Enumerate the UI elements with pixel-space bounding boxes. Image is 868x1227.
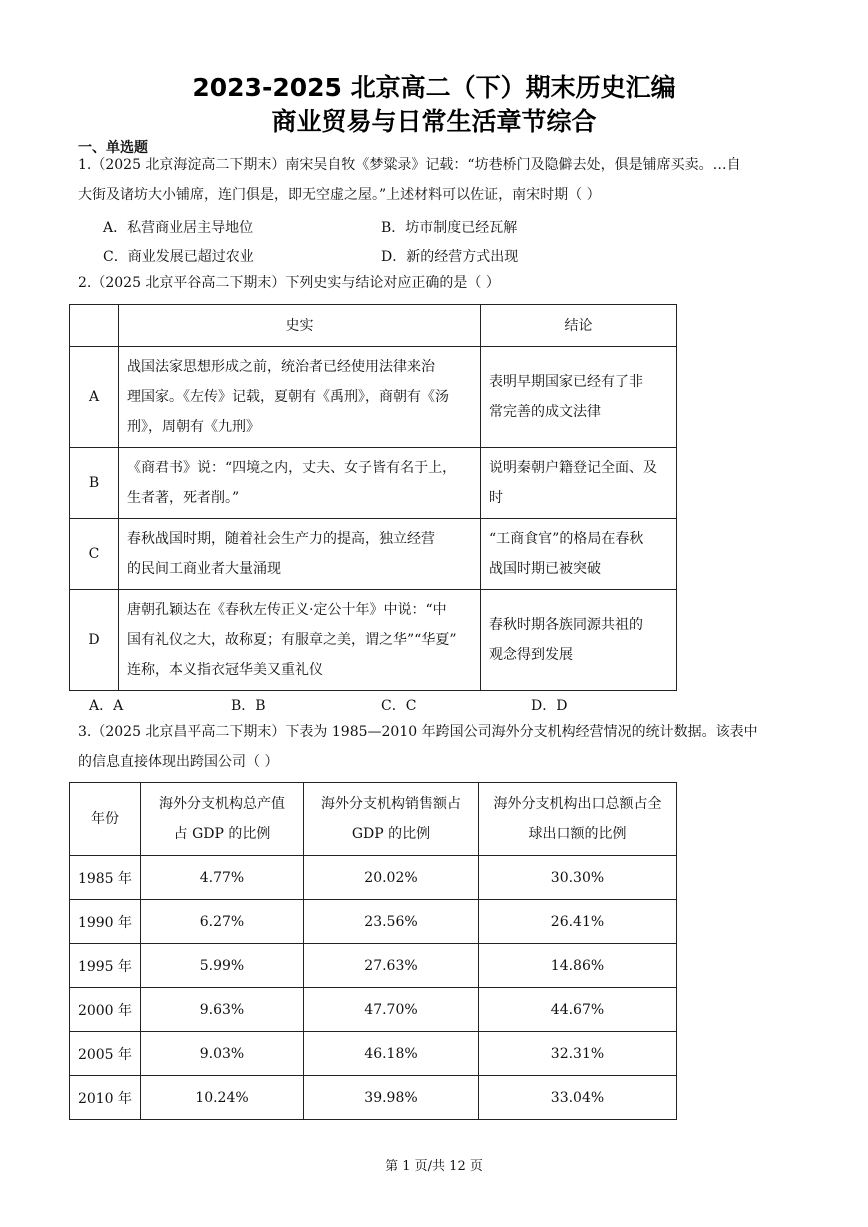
header-line: 占 GDP 的比例 xyxy=(173,826,271,842)
year-cell: 2005 年 xyxy=(70,1032,141,1076)
value-cell: 33.04% xyxy=(479,1076,677,1120)
value-cell: 46.18% xyxy=(304,1032,479,1076)
table-row xyxy=(70,448,677,519)
value-cell: 23.56% xyxy=(304,900,479,944)
fact-cell xyxy=(119,519,481,590)
value-cell: 4.77% xyxy=(141,856,304,900)
table-row xyxy=(70,519,677,590)
question-3-line-1: 3.（2025 北京昌平高二下期末）下表为 1985—2010 年跨国公司海外分支机构经营情况的统计数据。该表中 xyxy=(78,724,758,740)
table-corner-cell xyxy=(70,305,119,347)
question-1 xyxy=(78,150,798,210)
value-cell: 26.41% xyxy=(479,900,677,944)
statistics-table xyxy=(69,782,677,1120)
header-line: 海外分支机构总产值 xyxy=(159,796,285,812)
year-cell: 2000 年 xyxy=(70,988,141,1032)
fact-line: 春秋战国时期，随着社会生产力的提高，独立经营 xyxy=(127,531,435,547)
year-cell: 1985 年 xyxy=(70,856,141,900)
q2-option-a[interactable]: A．A xyxy=(89,698,124,714)
fact-line: 理国家。《左传》记载，夏朝有《禹刑》，商朝有《汤 xyxy=(127,389,449,405)
value-cell: 9.63% xyxy=(141,988,304,1032)
fact-header: 史实 xyxy=(119,305,481,347)
fact-line: 生者著，死者削。” xyxy=(127,490,240,506)
conclusion-line: 时 xyxy=(489,490,503,506)
conclusion-line: 常完善的成文法律 xyxy=(489,404,601,420)
year-cell: 1995 年 xyxy=(70,944,141,988)
year-cell: 2010 年 xyxy=(70,1076,141,1120)
page-number: 第 1 页/共 12 页 xyxy=(385,1159,483,1174)
fact-conclusion-table xyxy=(69,304,677,691)
conclusion-line: “工商食官”的格局在春秋 xyxy=(489,531,644,547)
fact-cell xyxy=(119,347,481,448)
table-row xyxy=(70,590,677,691)
value-cell: 32.31% xyxy=(479,1032,677,1076)
fact-line: 连称，本义指衣冠华美又重礼仪 xyxy=(127,662,323,678)
value-cell: 5.99% xyxy=(141,944,304,988)
header-line: 球出口额的比例 xyxy=(528,826,627,842)
conclusion-line: 表明早期国家已经有了非 xyxy=(489,374,643,390)
header-line: 海外分支机构销售额占 xyxy=(321,796,461,812)
header-line: 海外分支机构出口总额占全 xyxy=(493,796,662,812)
q1-option-d[interactable]: D．新的经营方式出现 xyxy=(381,249,519,265)
question-1-line-2: 大街及诸坊大小铺席，连门俱是，即无空虚之屋。”上述材料可以佐证，南宋时期（ ） xyxy=(78,187,601,203)
conclusion-line: 观念得到发展 xyxy=(489,647,573,663)
section-heading: 一、单选题 xyxy=(78,140,148,156)
q1-option-b[interactable]: B．坊市制度已经瓦解 xyxy=(381,220,518,236)
fact-line: 刑》，周朝有《九刑》 xyxy=(127,419,260,435)
conclusion-cell xyxy=(481,448,677,519)
value-cell: 9.03% xyxy=(141,1032,304,1076)
conclusion-line: 战国时期已被突破 xyxy=(489,561,601,577)
year-cell: 1990 年 xyxy=(70,900,141,944)
conclusion-line: 说明秦朝户籍登记全面、及 xyxy=(489,460,657,476)
question-2: 2.（2025 北京平谷高二下期末）下列史实与结论对应正确的是（ ） xyxy=(78,275,500,291)
fact-line: 唐朝孔颖达在《春秋左传正义·定公十年》中说：“中 xyxy=(127,602,447,618)
conclusion-cell xyxy=(481,347,677,448)
value-cell: 39.98% xyxy=(304,1076,479,1120)
fact-cell xyxy=(119,448,481,519)
value-cell: 30.30% xyxy=(479,856,677,900)
table-row xyxy=(70,900,677,944)
fact-line: 战国法家思想形成之前，统治者已经使用法律来治 xyxy=(127,359,435,375)
table-row xyxy=(70,1076,677,1120)
table-row xyxy=(70,1032,677,1076)
header-line: GDP 的比例 xyxy=(351,826,431,842)
conclusion-line: 春秋时期各族同源共祖的 xyxy=(489,617,643,633)
q1-option-a[interactable]: A．私营商业居主导地位 xyxy=(103,220,254,236)
page-title: 2023-2025 北京高二（下）期末历史汇编 xyxy=(192,73,676,102)
sales-ratio-header xyxy=(304,783,479,856)
value-cell: 44.67% xyxy=(479,988,677,1032)
q2-option-c[interactable]: C．C xyxy=(381,698,417,714)
conclusion-cell xyxy=(481,519,677,590)
conclusion-header: 结论 xyxy=(481,305,677,347)
value-cell: 14.86% xyxy=(479,944,677,988)
row-label: D xyxy=(70,590,119,691)
table-row xyxy=(70,944,677,988)
table-header-row xyxy=(70,783,677,856)
value-cell: 10.24% xyxy=(141,1076,304,1120)
value-cell: 20.02% xyxy=(304,856,479,900)
fact-line: 《商君书》说：“四境之内，丈夫、女子皆有名于上， xyxy=(127,460,457,476)
q1-option-c[interactable]: C．商业发展已超过农业 xyxy=(103,249,254,265)
question-1-line-1: 1.（2025 北京海淀高二下期末）南宋吴自牧《梦粱录》记载：“坊巷桥门及隐僻去处，俱是铺席买卖。…自 xyxy=(78,157,741,173)
value-cell: 27.63% xyxy=(304,944,479,988)
export-ratio-header xyxy=(479,783,677,856)
question-3-line-2: 的信息直接体现出跨国公司（ ） xyxy=(78,754,279,770)
fact-cell xyxy=(119,590,481,691)
q2-option-d[interactable]: D．D xyxy=(531,698,568,714)
table-row xyxy=(70,988,677,1032)
fact-line: 的民间工商业者大量涌现 xyxy=(127,561,281,577)
row-label: A xyxy=(70,347,119,448)
table-row xyxy=(70,347,677,448)
row-label: C xyxy=(70,519,119,590)
value-cell: 47.70% xyxy=(304,988,479,1032)
output-ratio-header xyxy=(141,783,304,856)
row-label: B xyxy=(70,448,119,519)
table-row xyxy=(70,856,677,900)
q2-option-b[interactable]: B．B xyxy=(231,698,266,714)
conclusion-cell xyxy=(481,590,677,691)
fact-line: 国有礼仪之大，故称夏；有服章之美，谓之华”“华夏” xyxy=(127,632,457,648)
question-3 xyxy=(78,717,798,777)
page-subtitle: 商业贸易与日常生活章节综合 xyxy=(271,107,597,136)
year-header: 年份 xyxy=(70,783,141,856)
value-cell: 6.27% xyxy=(141,900,304,944)
